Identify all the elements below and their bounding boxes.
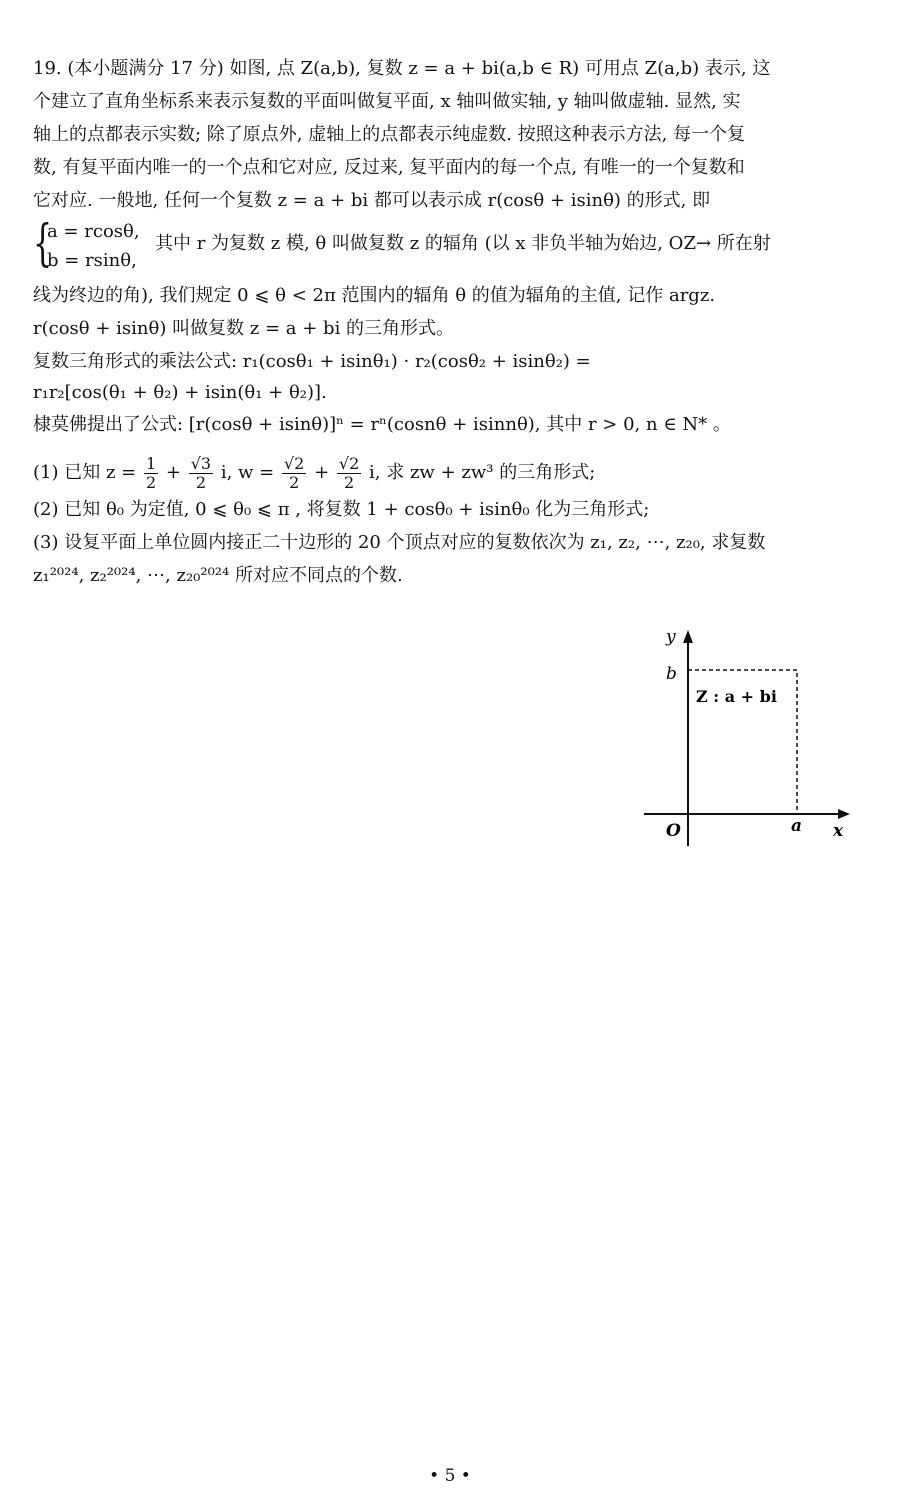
x-axis-arrow [838,809,850,819]
problem-line-6: 线为终边的角), 我们规定 0 ⩽ θ < 2π 范围内的辐角 θ 的值为辐角的主值, 记作 argz. [33,285,716,306]
system-explanation: 其中 r 为复数 z 模, θ 叫做复数 z 的辐角 (以 x 非负半轴为始边, OZ→ 所在射 [155,233,771,254]
origin-label: O [666,821,681,841]
y-axis-label: y [666,627,676,647]
q1-prefix: (1) 已知 z = [33,462,137,483]
problem-line-4: 数, 有复平面内唯一的一个点和它对应, 反过来, 复平面内的每一个点, 有唯一的一个复数和 [33,157,745,178]
question-2: (2) 已知 θ₀ 为定值, 0 ⩽ θ₀ ⩽ π , 将复数 1 + cosθ₀ + isinθ₀ 化为三角形式; [33,499,650,520]
system-brace: { [33,214,53,272]
point-z-label: Z : a + bi [696,687,777,706]
question-3-line-1: (3) 设复平面上单位圆内接正二十边形的 20 个顶点对应的复数依次为 z₁, z₂, ⋯, z₂₀, 求复数 [33,532,766,553]
page-number: • 5 • [429,1466,471,1486]
problem-line-1: 19. (本小题满分 17 分) 如图, 点 Z(a,b), 复数 z = a + bi(a,b ∈ R) 可用点 Z(a,b) 表示, 这 [33,58,771,79]
system-equation-a: a = rcosθ, [47,221,140,242]
fraction-one-half: $\frac{1}{2}$ [145,453,157,492]
problem-line-2: 个建立了直角坐标系来表示复数的平面叫做复平面, x 轴叫做实轴, y 轴叫做虚轴. 显然, 实 [33,91,741,112]
b-label: b [666,664,677,684]
question-1 [33,452,873,496]
problem-line-3: 轴上的点都表示实数; 除了原点外, 虚轴上的点都表示纯虚数. 按照这种表示方法, 每一个复 [33,124,746,145]
fraction-sqrt3-over-2: $\frac{√3}{2}$ [190,453,212,492]
fraction-sqrt2-over-2-a: $\frac{√2}{2}$ [283,453,305,492]
q1-middle: i, w = [220,462,275,483]
plus-sign: + [165,462,181,483]
equation-system [33,214,873,274]
problem-line-7: r(cosθ + isinθ) 叫做复数 z = a + bi 的三角形式。 [33,318,455,339]
plus-sign-2: + [314,462,330,483]
multiplication-formula-line-2: r₁r₂[cos(θ₁ + θ₂) + isin(θ₁ + θ₂)]. [33,382,327,403]
problem-line-5: 它对应. 一般地, 任何一个复数 z = a + bi 都可以表示成 r(cosθ + isinθ) 的形式, 即 [33,190,711,211]
complex-plane-figure [630,620,870,860]
a-label: a [791,816,803,836]
fraction-sqrt2-over-2-b: $\frac{√2}{2}$ [338,453,360,492]
question-3-line-2: z₁²⁰²⁴, z₂²⁰²⁴, ⋯, z₂₀²⁰²⁴ 所对应不同点的个数. [33,565,403,586]
x-axis-label: x [833,821,844,841]
system-equation-b: b = rsinθ, [47,250,137,271]
de-moivre-formula: 棣莫佛提出了公式: [r(cosθ + isinθ)]ⁿ = rⁿ(cosnθ + isinnθ), 其中 r > 0, n ∈ N* 。 [33,414,731,435]
q1-suffix: i, 求 zw + zw³ 的三角形式; [369,462,596,483]
multiplication-formula-line-1: 复数三角形式的乘法公式: r₁(cosθ₁ + isinθ₁) · r₂(cosθ₂ + isinθ₂) = [33,351,591,372]
y-axis-arrow [683,630,693,643]
